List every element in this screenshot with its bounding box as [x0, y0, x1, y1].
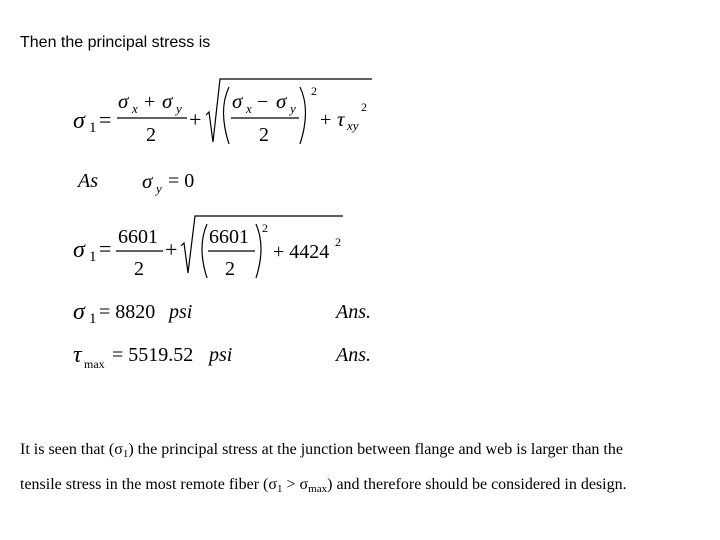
eq2-as: As	[78, 170, 98, 192]
eq1-f2-sigma-a: σ	[232, 89, 243, 113]
eq1-plus2: +	[320, 109, 332, 131]
eq1-f1-plus: +	[144, 91, 156, 113]
eq3-paren-left	[202, 224, 207, 278]
sigma-subscript: 1	[122, 448, 129, 460]
eq1-f2-sub-a: x	[246, 101, 252, 116]
eq1-f2-sigma-b: σ	[276, 89, 287, 113]
eq4-unit: psi	[169, 301, 193, 323]
equation-as	[76, 169, 194, 196]
greater-than: >	[282, 476, 300, 493]
eq1-paren-left	[224, 87, 230, 144]
eq4-rhs: = 8820	[99, 301, 156, 323]
eq1-paren-right	[300, 87, 306, 144]
eq1-f1-sub-b: y	[176, 101, 182, 116]
heading: Then the principal stress is	[20, 34, 211, 51]
eq4-ans: Ans.	[336, 301, 371, 323]
eq3-f1-num: 6601	[118, 226, 158, 248]
eq3-equals: =	[99, 236, 112, 261]
eq1-sigma-sub: 1	[89, 120, 97, 136]
sigma-symbol: σ	[114, 441, 123, 458]
sigma-subscript: 1	[277, 483, 283, 495]
eq3-sigma-sub: 1	[89, 249, 97, 265]
eq5-ans: Ans.	[336, 344, 371, 366]
eq1-tau-sub: xy	[347, 118, 359, 133]
eq3-tail: + 4424	[273, 241, 330, 263]
eq1-f1-sub-a: x	[132, 101, 138, 116]
eq4-sigma-sub: 1	[89, 311, 97, 327]
paragraph-text: tensile stress in the most remote fiber (	[20, 476, 269, 493]
eq3-exp: 2	[262, 221, 268, 235]
eq1-plus: +	[189, 107, 202, 132]
eq3-plus: +	[165, 237, 178, 262]
paragraph-text: ) the principal stress at the junction between flange and web is larger than the	[128, 441, 623, 458]
eq2-sigma: σ	[142, 169, 153, 193]
eq2-sub: y	[156, 181, 162, 196]
eq1-f2-sub-b: y	[290, 101, 296, 116]
eq1-f2-den: 2	[259, 124, 269, 146]
equation-numeric	[73, 216, 343, 280]
eq1-tau: τ	[337, 107, 345, 131]
eq1-exp: 2	[311, 84, 317, 98]
eq5-tau-sub: max	[84, 357, 105, 371]
eq1-tau-exp: 2	[361, 100, 367, 114]
eq2-rhs: = 0	[168, 170, 195, 192]
eq3-sigma: σ	[73, 237, 85, 263]
eq3-f2-den: 2	[225, 258, 235, 280]
sigma-symbol: σ	[268, 476, 278, 493]
equation-tau-result	[73, 342, 371, 371]
paragraph-line-1	[20, 441, 623, 459]
paragraph-line-2	[20, 476, 627, 494]
eq3-f1-den: 2	[134, 258, 144, 280]
eq5-unit: psi	[209, 344, 233, 366]
equation-principal-stress	[73, 79, 372, 146]
eq3-tail-exp: 2	[335, 235, 341, 249]
paragraph-text: It is seen that (	[20, 441, 115, 458]
eq3-f2-num: 6601	[209, 226, 249, 248]
eq3-paren-right	[256, 224, 261, 278]
eq1-f2-minus: −	[257, 91, 269, 113]
eq1-equals: =	[99, 107, 112, 132]
sigma-symbol: σ	[299, 476, 309, 493]
eq1-f1-den: 2	[146, 124, 156, 146]
eq5-rhs: = 5519.52	[112, 344, 194, 366]
sigma-subscript: max	[308, 483, 328, 495]
eq4-sigma: σ	[73, 299, 85, 325]
eq5-tau: τ	[73, 342, 82, 368]
eq1-f1-sigma-a: σ	[118, 89, 129, 113]
eq1-f1-sigma-b: σ	[162, 89, 173, 113]
equation-sigma-result	[73, 299, 371, 327]
eq1-sigma: σ	[73, 108, 85, 134]
paragraph-text: ) and therefore should be considered in design.	[327, 476, 627, 493]
